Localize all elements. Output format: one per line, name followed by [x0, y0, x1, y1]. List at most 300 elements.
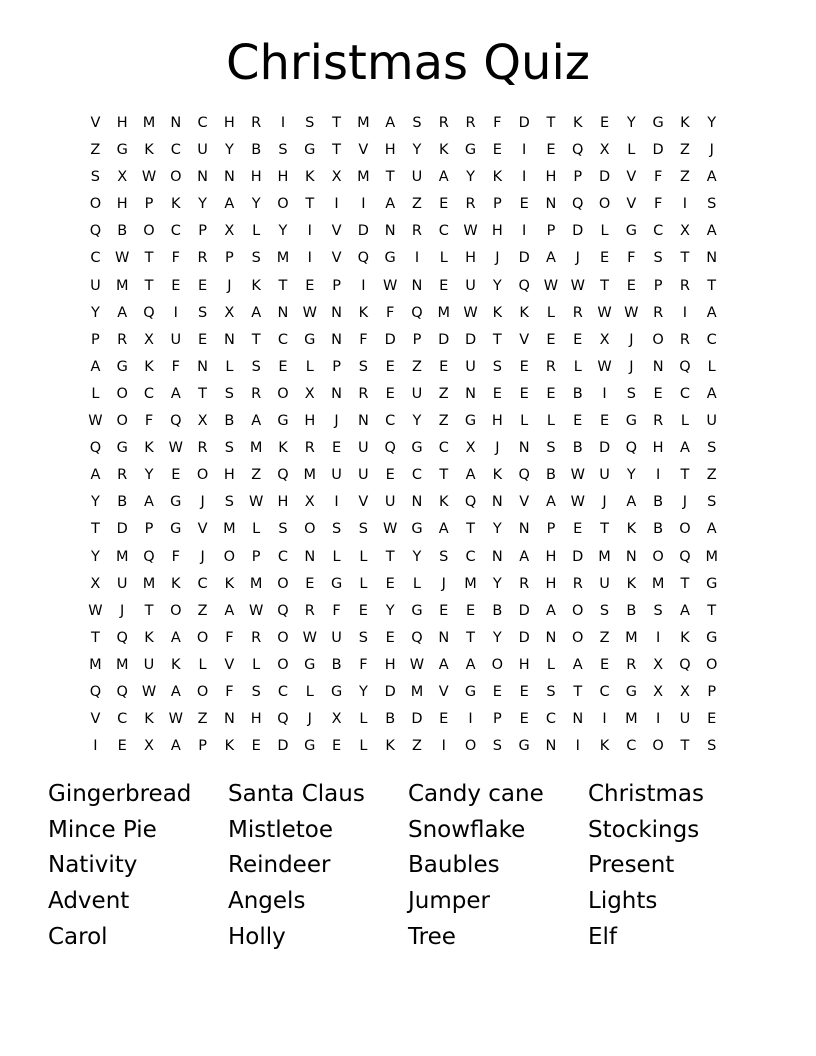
- grid-letter[interactable]: G: [706, 575, 718, 592]
- grid-letter[interactable]: P: [251, 548, 261, 565]
- grid-letter[interactable]: J: [227, 277, 232, 294]
- grid-letter[interactable]: A: [170, 683, 181, 700]
- grid-letter[interactable]: Z: [679, 142, 690, 159]
- grid-letter[interactable]: Y: [90, 548, 100, 565]
- grid-letter[interactable]: E: [385, 629, 395, 646]
- grid-letter[interactable]: S: [492, 358, 502, 375]
- grid-letter[interactable]: Z: [411, 738, 422, 755]
- grid-letter[interactable]: Y: [492, 277, 502, 294]
- grid-letter[interactable]: S: [251, 358, 261, 375]
- grid-letter[interactable]: F: [627, 250, 636, 267]
- grid-letter[interactable]: N: [384, 223, 396, 240]
- grid-letter[interactable]: X: [144, 331, 154, 348]
- grid-letter[interactable]: H: [116, 115, 128, 131]
- grid-letter[interactable]: E: [573, 521, 583, 538]
- grid-letter[interactable]: T: [251, 331, 261, 348]
- grid-letter[interactable]: A: [385, 196, 396, 213]
- grid-letter[interactable]: W: [302, 304, 317, 321]
- grid-letter[interactable]: G: [625, 683, 637, 700]
- grid-letter[interactable]: F: [359, 656, 368, 673]
- grid-letter[interactable]: I: [522, 142, 527, 159]
- grid-letter[interactable]: F: [385, 304, 395, 321]
- grid-letter[interactable]: Y: [492, 575, 502, 592]
- grid-letter[interactable]: F: [225, 683, 234, 700]
- grid-letter[interactable]: N: [223, 711, 235, 728]
- grid-letter[interactable]: W: [88, 413, 103, 430]
- grid-letter[interactable]: X: [197, 413, 208, 430]
- grid-letter[interactable]: V: [626, 169, 637, 186]
- grid-letter[interactable]: Q: [572, 142, 584, 159]
- grid-letter[interactable]: M: [89, 656, 102, 673]
- grid-letter[interactable]: M: [598, 548, 611, 565]
- grid-letter[interactable]: U: [331, 629, 342, 646]
- grid-letter[interactable]: Z: [90, 142, 101, 159]
- grid-letter[interactable]: Y: [626, 115, 636, 131]
- grid-letter[interactable]: E: [305, 277, 315, 294]
- grid-letter[interactable]: U: [116, 575, 128, 592]
- grid-letter[interactable]: L: [546, 656, 555, 673]
- grid-letter[interactable]: M: [142, 115, 156, 131]
- grid-letter[interactable]: X: [90, 575, 101, 592]
- grid-letter[interactable]: J: [200, 494, 205, 511]
- grid-letter[interactable]: C: [438, 223, 449, 240]
- grid-letter[interactable]: A: [90, 358, 101, 375]
- grid-letter[interactable]: V: [626, 196, 637, 213]
- grid-letter[interactable]: V: [90, 115, 101, 131]
- grid-letter[interactable]: E: [198, 331, 208, 348]
- grid-letter[interactable]: G: [464, 142, 477, 159]
- grid-letter[interactable]: B: [117, 494, 128, 511]
- grid-letter[interactable]: E: [653, 385, 663, 402]
- grid-letter[interactable]: H: [277, 494, 289, 511]
- grid-letter[interactable]: G: [625, 223, 637, 240]
- grid-letter[interactable]: I: [682, 304, 688, 321]
- grid-letter[interactable]: I: [441, 738, 446, 755]
- grid-letter[interactable]: R: [545, 358, 556, 375]
- grid-letter[interactable]: O: [706, 656, 718, 673]
- grid-letter[interactable]: D: [384, 683, 396, 700]
- grid-letter[interactable]: O: [116, 385, 128, 402]
- grid-letter[interactable]: K: [680, 629, 690, 646]
- grid-letter[interactable]: X: [653, 656, 664, 673]
- grid-letter[interactable]: H: [384, 142, 396, 159]
- grid-letter[interactable]: S: [492, 738, 502, 755]
- grid-letter[interactable]: E: [626, 277, 636, 294]
- grid-letter[interactable]: W: [382, 277, 398, 294]
- grid-letter[interactable]: D: [357, 223, 369, 240]
- grid-letter[interactable]: T: [385, 548, 395, 565]
- grid-letter[interactable]: E: [546, 331, 556, 348]
- grid-letter[interactable]: Q: [518, 277, 530, 294]
- grid-letter[interactable]: W: [570, 277, 585, 294]
- grid-letter[interactable]: A: [170, 629, 181, 646]
- grid-letter[interactable]: M: [115, 277, 129, 294]
- grid-letter[interactable]: Q: [116, 629, 128, 646]
- grid-letter[interactable]: K: [439, 494, 449, 511]
- grid-letter[interactable]: R: [653, 413, 664, 430]
- grid-letter[interactable]: N: [545, 738, 557, 755]
- grid-letter[interactable]: I: [602, 385, 607, 402]
- grid-letter[interactable]: C: [197, 115, 208, 131]
- grid-letter[interactable]: N: [706, 250, 718, 267]
- grid-letter[interactable]: O: [277, 575, 289, 592]
- grid-letter[interactable]: C: [411, 467, 423, 484]
- grid-letter[interactable]: Y: [492, 629, 502, 646]
- grid-letter[interactable]: C: [545, 711, 556, 728]
- grid-letter[interactable]: C: [679, 385, 690, 402]
- grid-letter[interactable]: X: [224, 304, 235, 321]
- grid-letter[interactable]: B: [653, 494, 664, 511]
- grid-letter[interactable]: S: [626, 385, 636, 402]
- grid-letter[interactable]: Q: [89, 683, 102, 700]
- grid-letter[interactable]: Z: [411, 196, 422, 213]
- grid-letter[interactable]: P: [332, 277, 341, 294]
- grid-letter[interactable]: A: [679, 440, 690, 457]
- grid-letter[interactable]: Z: [706, 467, 717, 484]
- grid-letter[interactable]: P: [653, 277, 663, 294]
- grid-letter[interactable]: S: [358, 521, 368, 538]
- grid-letter[interactable]: Q: [572, 196, 584, 213]
- grid-letter[interactable]: G: [464, 413, 477, 430]
- grid-letter[interactable]: N: [277, 304, 289, 321]
- grid-letter[interactable]: O: [196, 683, 209, 700]
- grid-letter[interactable]: I: [522, 169, 527, 186]
- grid-letter[interactable]: L: [359, 738, 368, 755]
- grid-letter[interactable]: S: [599, 602, 610, 619]
- grid-letter[interactable]: A: [545, 250, 556, 267]
- grid-letter[interactable]: Q: [679, 358, 691, 375]
- grid-letter[interactable]: O: [277, 629, 289, 646]
- grid-letter[interactable]: G: [304, 656, 316, 673]
- grid-letter[interactable]: K: [492, 169, 503, 186]
- grid-letter[interactable]: S: [331, 521, 342, 538]
- grid-letter[interactable]: E: [385, 575, 395, 592]
- grid-letter[interactable]: A: [385, 115, 396, 131]
- grid-letter[interactable]: J: [495, 440, 500, 457]
- grid-letter[interactable]: Q: [464, 494, 477, 511]
- grid-letter[interactable]: W: [624, 304, 639, 321]
- grid-letter[interactable]: L: [198, 656, 207, 673]
- grid-letter[interactable]: P: [144, 196, 154, 213]
- grid-letter[interactable]: G: [411, 440, 423, 457]
- grid-letter[interactable]: Y: [466, 169, 475, 186]
- grid-letter[interactable]: W: [249, 602, 264, 619]
- grid-letter[interactable]: O: [143, 223, 155, 240]
- grid-letter[interactable]: C: [197, 575, 208, 592]
- grid-letter[interactable]: O: [491, 656, 504, 673]
- grid-letter[interactable]: M: [625, 629, 638, 646]
- grid-letter[interactable]: W: [115, 250, 130, 267]
- grid-letter[interactable]: E: [546, 385, 556, 402]
- grid-letter[interactable]: T: [278, 277, 288, 294]
- grid-letter[interactable]: Z: [679, 169, 690, 186]
- grid-letter[interactable]: A: [706, 304, 717, 321]
- grid-letter[interactable]: J: [120, 602, 125, 619]
- grid-letter[interactable]: U: [358, 440, 369, 457]
- grid-letter[interactable]: R: [304, 440, 315, 457]
- grid-letter[interactable]: N: [304, 548, 316, 565]
- grid-letter[interactable]: H: [277, 169, 289, 186]
- grid-letter[interactable]: C: [277, 331, 289, 348]
- grid-letter[interactable]: Y: [251, 196, 261, 213]
- grid-letter[interactable]: A: [706, 223, 717, 240]
- grid-letter[interactable]: Z: [438, 413, 449, 430]
- grid-letter[interactable]: T: [707, 602, 717, 619]
- grid-letter[interactable]: S: [278, 142, 288, 159]
- grid-letter[interactable]: T: [466, 629, 475, 646]
- grid-letter[interactable]: Z: [411, 358, 422, 375]
- grid-letter[interactable]: G: [706, 629, 718, 646]
- grid-letter[interactable]: R: [358, 385, 369, 402]
- grid-letter[interactable]: A: [170, 738, 181, 755]
- grid-letter[interactable]: R: [117, 331, 128, 348]
- grid-letter[interactable]: S: [439, 548, 449, 565]
- grid-letter[interactable]: L: [305, 358, 314, 375]
- grid-letter[interactable]: T: [680, 250, 690, 267]
- grid-letter[interactable]: X: [144, 738, 154, 755]
- grid-letter[interactable]: S: [653, 250, 663, 267]
- grid-letter[interactable]: O: [598, 196, 611, 213]
- grid-letter[interactable]: T: [546, 115, 556, 131]
- grid-letter[interactable]: P: [707, 683, 717, 700]
- grid-letter[interactable]: C: [438, 440, 449, 457]
- grid-letter[interactable]: Q: [679, 656, 691, 673]
- grid-letter[interactable]: P: [198, 223, 207, 240]
- grid-letter[interactable]: L: [252, 223, 261, 240]
- grid-letter[interactable]: E: [331, 738, 342, 755]
- grid-letter[interactable]: H: [223, 115, 235, 131]
- grid-letter[interactable]: K: [144, 629, 154, 646]
- grid-letter[interactable]: O: [464, 738, 477, 755]
- grid-letter[interactable]: U: [706, 413, 718, 430]
- grid-letter[interactable]: I: [93, 738, 98, 755]
- grid-letter[interactable]: N: [465, 385, 476, 402]
- grid-letter[interactable]: X: [304, 494, 315, 511]
- grid-letter[interactable]: E: [519, 358, 529, 375]
- grid-letter[interactable]: I: [307, 223, 312, 240]
- grid-letter[interactable]: G: [652, 115, 664, 131]
- grid-letter[interactable]: Z: [599, 629, 610, 646]
- grid-letter[interactable]: E: [305, 575, 315, 592]
- grid-letter[interactable]: N: [625, 548, 637, 565]
- grid-letter[interactable]: Q: [143, 548, 155, 565]
- grid-letter[interactable]: L: [546, 413, 555, 430]
- grid-letter[interactable]: V: [197, 521, 208, 538]
- grid-letter[interactable]: T: [332, 115, 341, 131]
- grid-letter[interactable]: G: [116, 358, 128, 375]
- grid-letter[interactable]: F: [171, 358, 180, 375]
- grid-letter[interactable]: I: [655, 467, 661, 484]
- grid-letter[interactable]: K: [144, 440, 154, 457]
- grid-letter[interactable]: G: [411, 602, 423, 619]
- grid-letter[interactable]: P: [144, 521, 154, 538]
- grid-letter[interactable]: F: [493, 115, 502, 131]
- grid-letter[interactable]: T: [573, 683, 583, 700]
- grid-letter[interactable]: O: [652, 738, 664, 755]
- grid-letter[interactable]: Y: [224, 142, 234, 159]
- grid-letter[interactable]: E: [385, 385, 395, 402]
- grid-letter[interactable]: B: [224, 413, 235, 430]
- grid-letter[interactable]: N: [518, 440, 530, 457]
- grid-letter[interactable]: A: [251, 304, 262, 321]
- grid-letter[interactable]: K: [171, 196, 181, 213]
- grid-letter[interactable]: E: [358, 602, 368, 619]
- grid-letter[interactable]: J: [709, 142, 714, 159]
- grid-letter[interactable]: E: [519, 711, 529, 728]
- grid-letter[interactable]: C: [277, 683, 289, 700]
- grid-letter[interactable]: D: [518, 629, 530, 646]
- grid-letter[interactable]: O: [277, 656, 289, 673]
- grid-letter[interactable]: A: [679, 602, 690, 619]
- grid-letter[interactable]: J: [575, 250, 580, 267]
- grid-letter[interactable]: H: [491, 413, 503, 430]
- grid-letter[interactable]: H: [545, 169, 557, 186]
- grid-letter[interactable]: X: [653, 683, 664, 700]
- grid-letter[interactable]: S: [224, 440, 234, 457]
- grid-letter[interactable]: E: [385, 358, 395, 375]
- grid-letter[interactable]: M: [437, 304, 451, 321]
- grid-letter[interactable]: D: [572, 548, 584, 565]
- grid-letter[interactable]: Y: [90, 494, 100, 511]
- grid-letter[interactable]: M: [276, 250, 290, 267]
- grid-letter[interactable]: K: [171, 656, 181, 673]
- grid-letter[interactable]: I: [682, 196, 688, 213]
- grid-letter[interactable]: W: [168, 440, 183, 457]
- grid-letter[interactable]: V: [358, 494, 369, 511]
- grid-letter[interactable]: G: [116, 440, 128, 457]
- grid-letter[interactable]: T: [144, 277, 154, 294]
- grid-letter[interactable]: E: [439, 358, 449, 375]
- grid-letter[interactable]: K: [599, 738, 610, 755]
- grid-letter[interactable]: I: [334, 196, 339, 213]
- grid-letter[interactable]: Q: [277, 467, 289, 484]
- grid-letter[interactable]: N: [652, 358, 664, 375]
- grid-letter[interactable]: V: [331, 223, 342, 240]
- grid-letter[interactable]: K: [144, 142, 154, 159]
- grid-letter[interactable]: A: [706, 169, 717, 186]
- grid-letter[interactable]: S: [707, 440, 717, 457]
- grid-letter[interactable]: F: [225, 629, 234, 646]
- grid-letter[interactable]: H: [116, 196, 128, 213]
- grid-letter[interactable]: N: [411, 494, 423, 511]
- grid-letter[interactable]: H: [518, 656, 530, 673]
- grid-letter[interactable]: S: [546, 440, 556, 457]
- grid-letter[interactable]: S: [653, 602, 663, 619]
- grid-letter[interactable]: E: [171, 467, 181, 484]
- grid-letter[interactable]: Q: [357, 250, 370, 267]
- grid-letter[interactable]: X: [304, 385, 315, 402]
- grid-letter[interactable]: L: [332, 548, 341, 565]
- grid-letter[interactable]: B: [331, 656, 342, 673]
- grid-letter[interactable]: R: [117, 467, 128, 484]
- grid-letter[interactable]: T: [680, 575, 690, 592]
- grid-letter[interactable]: V: [224, 656, 235, 673]
- grid-letter[interactable]: D: [572, 223, 584, 240]
- grid-letter[interactable]: K: [439, 142, 449, 159]
- grid-letter[interactable]: M: [357, 169, 370, 186]
- grid-letter[interactable]: E: [331, 440, 342, 457]
- grid-letter[interactable]: N: [491, 548, 503, 565]
- grid-letter[interactable]: W: [249, 494, 264, 511]
- grid-letter[interactable]: K: [144, 358, 154, 375]
- grid-letter[interactable]: X: [331, 169, 342, 186]
- grid-letter[interactable]: C: [653, 223, 664, 240]
- grid-letter[interactable]: D: [411, 711, 423, 728]
- grid-letter[interactable]: K: [224, 738, 235, 755]
- grid-letter[interactable]: O: [196, 629, 209, 646]
- grid-letter[interactable]: F: [653, 169, 663, 186]
- grid-letter[interactable]: Q: [411, 629, 423, 646]
- grid-letter[interactable]: X: [331, 711, 342, 728]
- grid-letter[interactable]: E: [707, 711, 717, 728]
- grid-letter[interactable]: V: [519, 494, 530, 511]
- grid-letter[interactable]: Q: [679, 548, 691, 565]
- grid-letter[interactable]: N: [438, 629, 450, 646]
- grid-letter[interactable]: X: [224, 223, 235, 240]
- grid-letter[interactable]: K: [278, 440, 288, 457]
- grid-letter[interactable]: A: [251, 413, 262, 430]
- grid-letter[interactable]: X: [465, 440, 476, 457]
- grid-letter[interactable]: U: [143, 656, 155, 673]
- grid-letter[interactable]: Q: [411, 304, 423, 321]
- grid-letter[interactable]: Y: [412, 548, 422, 565]
- grid-letter[interactable]: M: [464, 575, 477, 592]
- grid-letter[interactable]: H: [545, 548, 557, 565]
- grid-letter[interactable]: M: [625, 711, 638, 728]
- grid-letter[interactable]: N: [197, 358, 209, 375]
- grid-letter[interactable]: L: [546, 304, 555, 321]
- grid-letter[interactable]: B: [626, 602, 637, 619]
- grid-letter[interactable]: W: [597, 358, 612, 375]
- grid-letter[interactable]: R: [251, 115, 262, 131]
- grid-letter[interactable]: I: [334, 494, 339, 511]
- grid-letter[interactable]: I: [655, 629, 661, 646]
- grid-letter[interactable]: J: [602, 494, 607, 511]
- grid-letter[interactable]: G: [384, 250, 396, 267]
- grid-letter[interactable]: T: [385, 169, 395, 186]
- grid-letter[interactable]: N: [545, 629, 557, 646]
- grid-letter[interactable]: O: [652, 331, 664, 348]
- grid-letter[interactable]: H: [652, 440, 664, 457]
- grid-letter[interactable]: I: [361, 196, 366, 213]
- grid-letter[interactable]: E: [492, 683, 502, 700]
- grid-letter[interactable]: D: [518, 250, 530, 267]
- grid-letter[interactable]: F: [171, 548, 180, 565]
- grid-letter[interactable]: Q: [143, 304, 155, 321]
- grid-letter[interactable]: Q: [89, 223, 102, 240]
- grid-letter[interactable]: C: [170, 223, 181, 240]
- grid-letter[interactable]: O: [652, 548, 664, 565]
- grid-letter[interactable]: T: [600, 277, 609, 294]
- grid-letter[interactable]: J: [441, 575, 446, 592]
- grid-letter[interactable]: C: [706, 331, 717, 348]
- grid-letter[interactable]: B: [251, 142, 262, 159]
- grid-letter[interactable]: R: [572, 304, 583, 321]
- grid-letter[interactable]: E: [439, 277, 449, 294]
- grid-letter[interactable]: N: [357, 413, 369, 430]
- grid-letter[interactable]: D: [598, 440, 611, 457]
- grid-letter[interactable]: I: [522, 223, 527, 240]
- grid-letter[interactable]: R: [304, 602, 315, 619]
- grid-letter[interactable]: F: [332, 602, 341, 619]
- grid-letter[interactable]: O: [196, 467, 209, 484]
- grid-letter[interactable]: O: [277, 196, 289, 213]
- grid-letter[interactable]: J: [629, 358, 634, 375]
- grid-letter[interactable]: M: [249, 575, 263, 592]
- grid-letter[interactable]: G: [330, 575, 343, 592]
- grid-letter[interactable]: O: [116, 413, 128, 430]
- grid-letter[interactable]: E: [171, 277, 181, 294]
